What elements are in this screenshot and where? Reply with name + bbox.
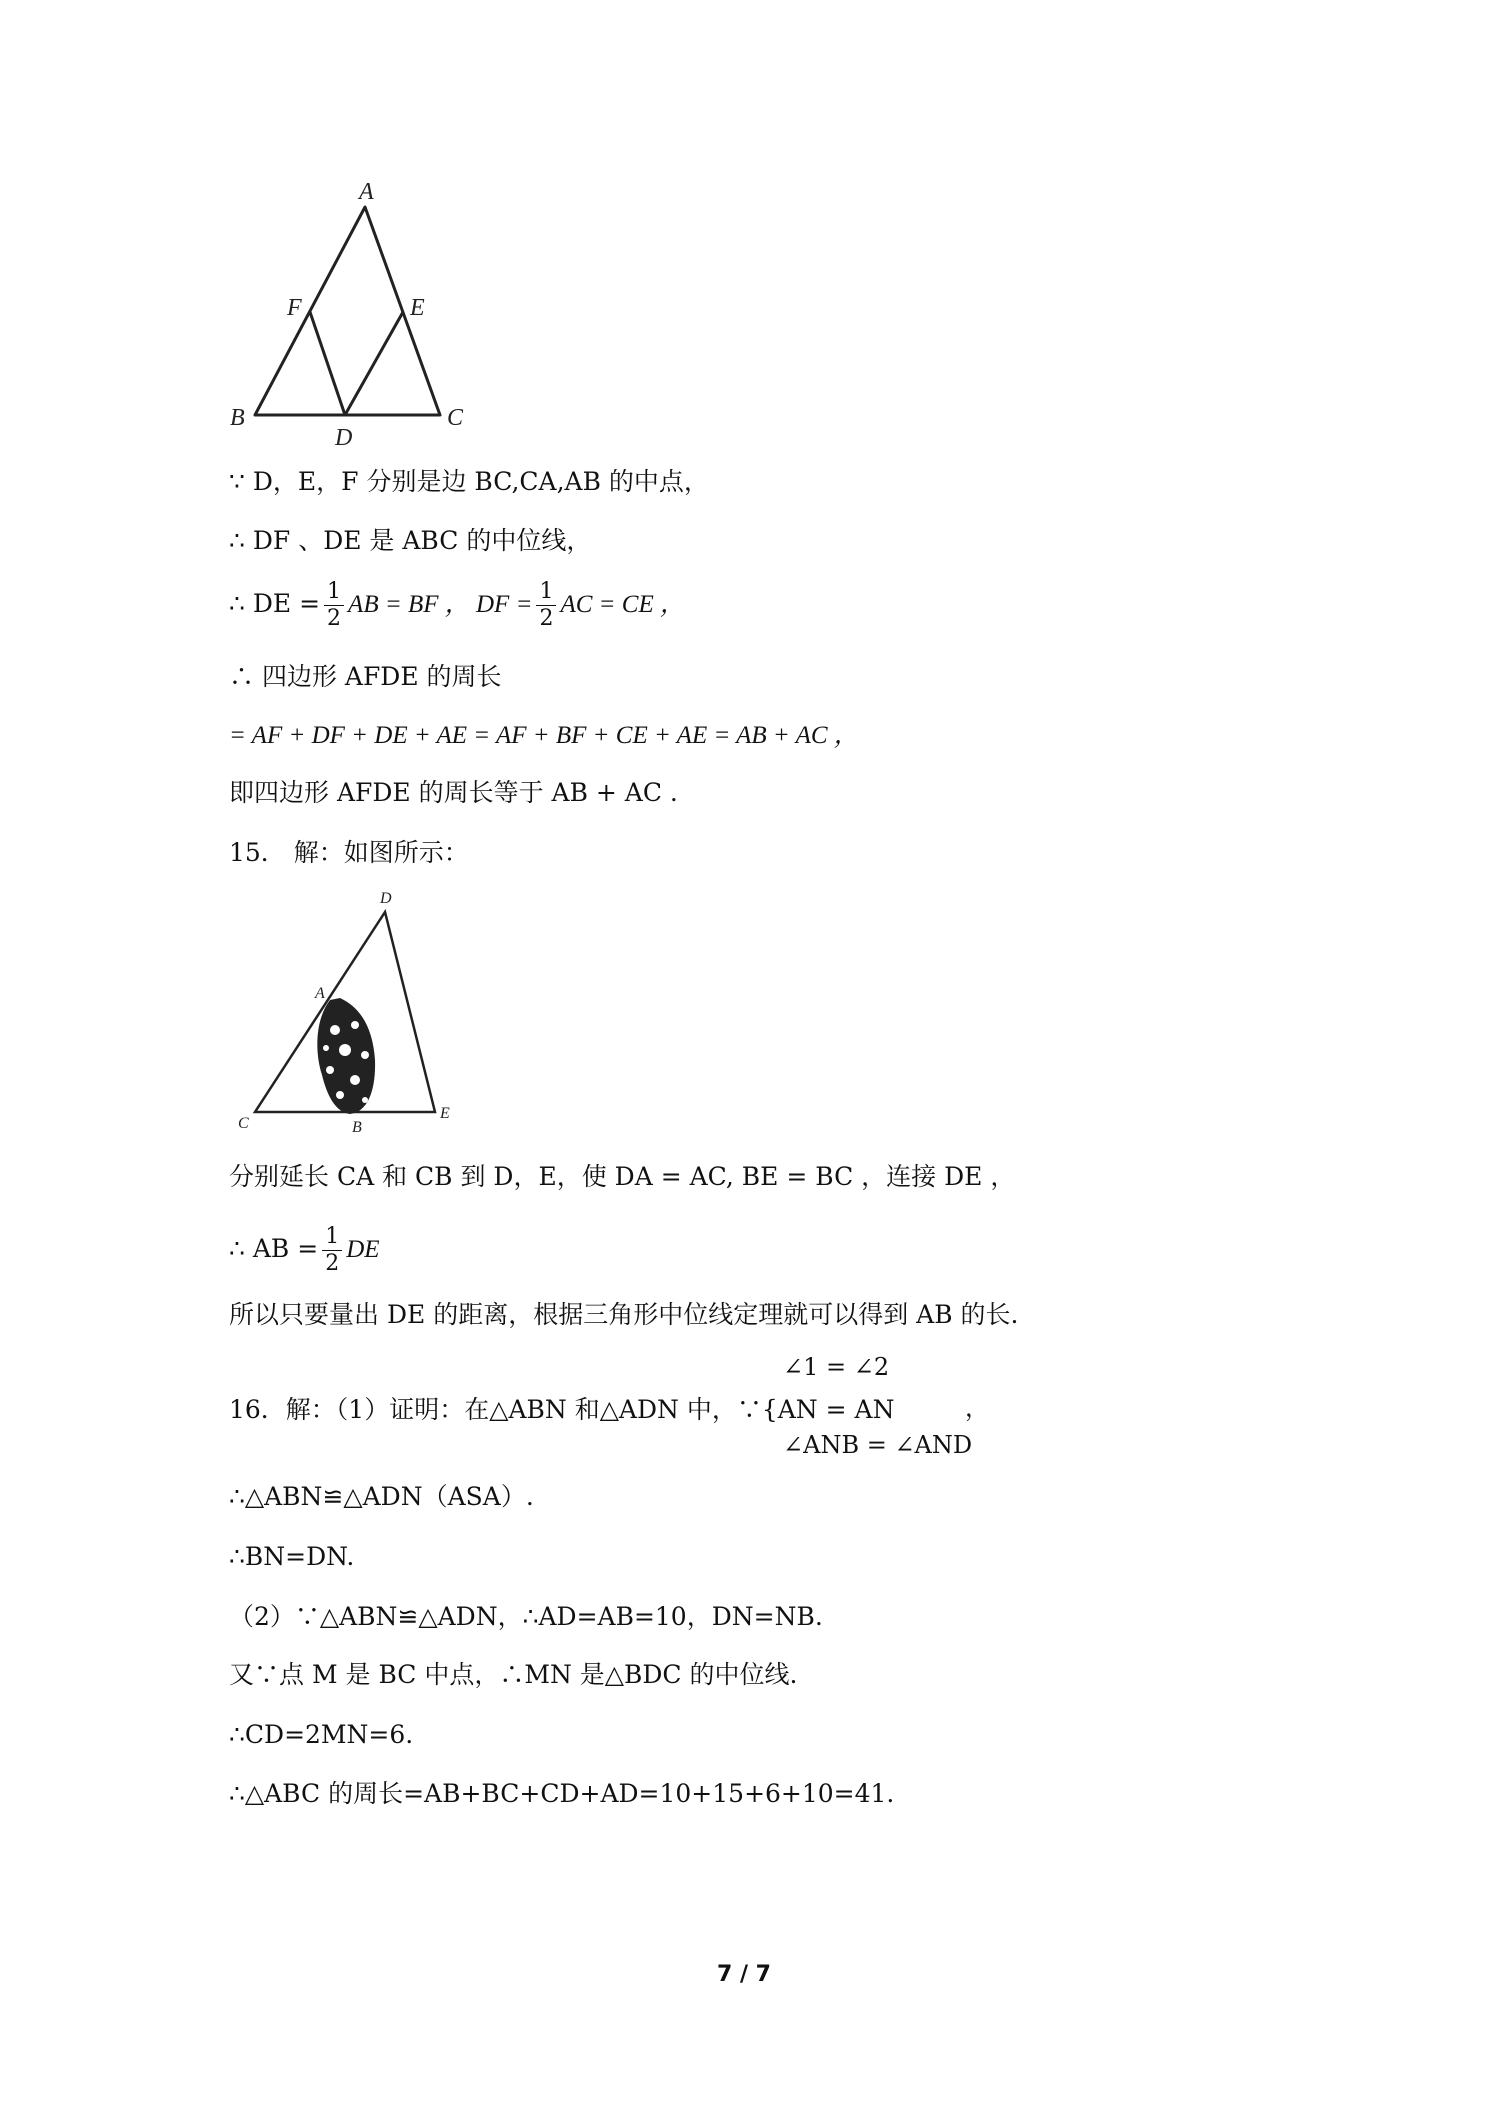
- q14-line-2: [229, 524, 591, 558]
- fraction-half-3: [322, 1226, 342, 1275]
- q15-line-2: [229, 1224, 380, 1275]
- page-number: 7 / 7: [717, 1962, 771, 1987]
- q14-line-6: [229, 776, 678, 810]
- q15-eq-suffix: DE: [346, 1236, 380, 1263]
- q15-line-1: [229, 1160, 1015, 1194]
- q16-line-6-text: ∴△ABC 的周长=AB+BC+CD+AD=10+15+6+10=41.: [229, 1779, 895, 1808]
- q16-system-line-3: [783, 1430, 972, 1460]
- triangle-abc-figure: [225, 175, 475, 445]
- label-a: A: [359, 179, 374, 205]
- q15-line-3-text: 所以只要量出 DE 的距离，根据三角形中位线定理就可以得到 AB 的长.: [229, 1300, 1019, 1329]
- q16-line-2-text: ∴BN=DN.: [229, 1542, 355, 1571]
- q14-eq-suffix: AC = CE ，: [560, 591, 685, 618]
- q16-line-4: [229, 1658, 797, 1692]
- q15-line-1-text: 分别延长 CA 和 CB 到 D，E，使 DA = AC, BE = BC ，连接 DE ，: [229, 1162, 1016, 1191]
- frac-num: 1: [536, 581, 556, 606]
- fraction-half-2: [536, 581, 556, 630]
- q16-comma-text: ，: [965, 1394, 989, 1422]
- q14-line-5-text: = AF + DF + DE + AE = AF + BF + CE + AE = AB + AC ，: [229, 722, 859, 749]
- frac-den: 2: [325, 1251, 340, 1276]
- frac-num: 1: [324, 581, 344, 606]
- q14-line-3: [229, 580, 685, 630]
- label-a2: A: [315, 985, 325, 1002]
- fraction-half-1: [324, 581, 344, 630]
- q16-line-2: [229, 1540, 354, 1574]
- q16-line-3: [229, 1600, 823, 1634]
- label-d: D: [335, 425, 353, 445]
- q16-heading: [229, 1393, 894, 1427]
- q16-heading-text: 16．解：（1）证明：在△ABN 和△ADN 中，∵{AN = AN: [229, 1395, 895, 1424]
- label-f: F: [287, 295, 302, 321]
- q15-heading: [229, 836, 469, 870]
- q16-line-6: [229, 1777, 894, 1811]
- label-b: B: [230, 405, 245, 431]
- label-d2: D: [380, 890, 392, 907]
- label-c2: C: [238, 1115, 249, 1132]
- q15-eq-prefix: ∴ AB =: [229, 1234, 319, 1263]
- frac-num: 1: [322, 1226, 342, 1251]
- label-c: C: [447, 405, 464, 431]
- q14-line-1: [229, 465, 709, 499]
- label-e: E: [410, 295, 425, 321]
- q16-line-1-text: ∴△ABN≌△ADN（ASA）.: [229, 1482, 534, 1511]
- q16-line-3-text: （2）∵△ABN≌△ADN，∴AD=AB=10，DN=NB.: [229, 1602, 823, 1631]
- q16-line-1: [229, 1480, 534, 1514]
- label-b2: B: [352, 1119, 362, 1136]
- q14-line-4-text: ∴ 四边形 AFDE 的周长: [229, 662, 502, 691]
- q16-sys3-text: ∠ANB = ∠AND: [783, 1431, 973, 1459]
- label-e2: E: [440, 1105, 450, 1122]
- q14-line-1-text: ∵ D，E，F 分别是边 BC,CA,AB 的中点，: [229, 467, 709, 496]
- segment-de: [345, 312, 403, 415]
- q14-eq-prefix: ∴ DE =: [229, 589, 321, 618]
- segment-fd: [310, 312, 345, 415]
- q16-line-5-text: ∴CD=2MN=6.: [229, 1720, 414, 1749]
- q16-system-comma: [965, 1393, 989, 1423]
- q14-line-5: [229, 718, 859, 753]
- q16-sys1-text: ∠1 = ∠2: [783, 1353, 890, 1381]
- q16-line-5: [229, 1718, 413, 1752]
- q16-system-line-1: [783, 1352, 889, 1382]
- pond-triangle-figure: [230, 890, 470, 1140]
- q14-line-4: [229, 660, 502, 694]
- q14-eq-mid: AB = BF ， DF =: [348, 591, 533, 618]
- q16-line-4-text: 又∵点 M 是 BC 中点，∴MN 是△BDC 的中位线.: [229, 1660, 798, 1689]
- pond-blob: [317, 998, 375, 1114]
- q14-line-2-text: ∴ DF 、DE 是 ABC 的中位线，: [229, 526, 592, 555]
- frac-den: 2: [327, 606, 342, 631]
- q15-line-3: [229, 1298, 1018, 1332]
- q14-line-6-text: 即四边形 AFDE 的周长等于 AB + AC .: [229, 778, 678, 807]
- q15-heading-text: 15． 解：如图所示：: [229, 838, 469, 867]
- frac-den: 2: [539, 606, 554, 631]
